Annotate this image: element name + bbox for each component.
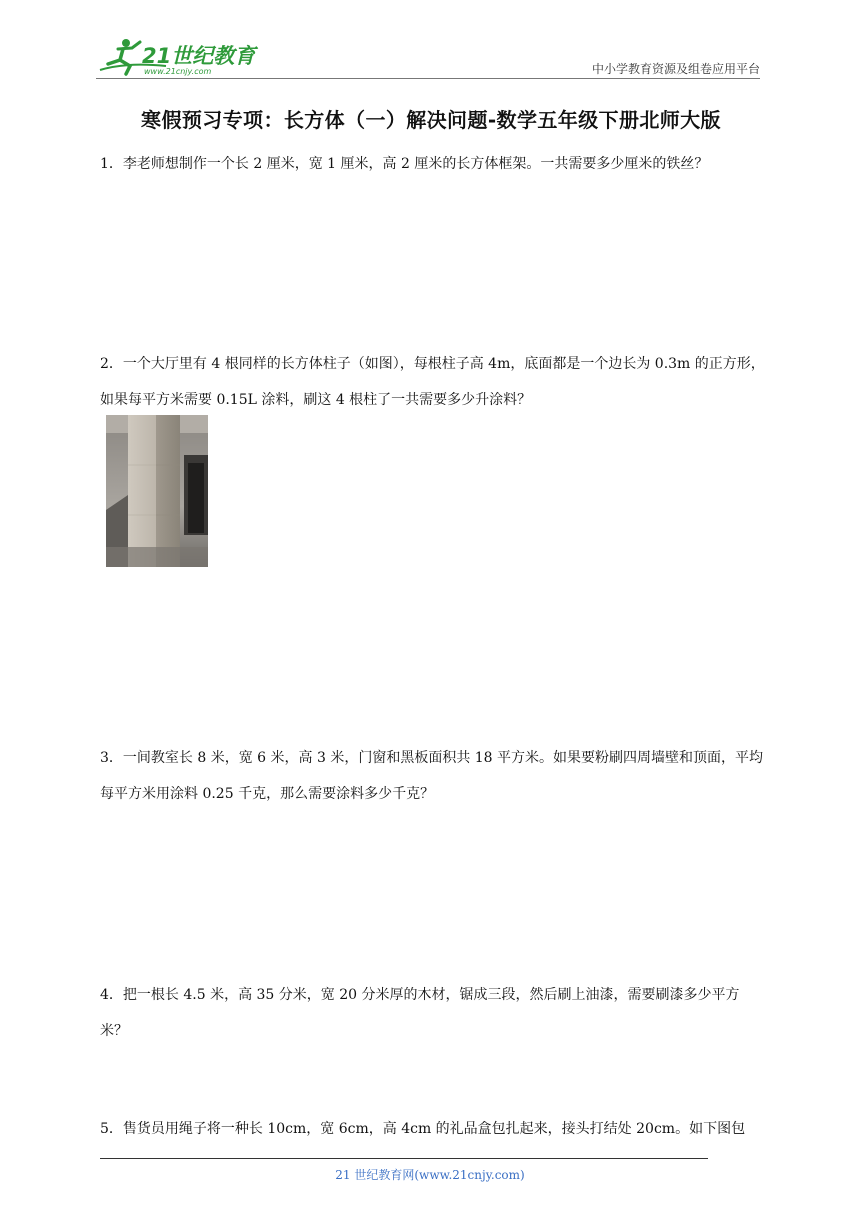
runner-logo-icon <box>96 36 266 80</box>
question-3: 3．一间教室长 8 米，宽 6 米，高 3 米，门窗和黑板面积共 18 平方米。如果要粉刷四周墙壁和顶面，平均每平方米用涂料 0.25 千克，那么需要涂料多少千克？ <box>100 750 764 802</box>
svg-text:www.21cnjy.com: www.21cnjy.com <box>144 67 212 76</box>
header-divider <box>96 78 760 79</box>
header-platform-text: 中小学教育资源及组卷应用平台 <box>591 62 760 76</box>
footer-link[interactable]: 21 世纪教育网(www.21cnjy.com) <box>335 1168 525 1182</box>
page-title: 寒假预习专项：长方体（一）解决问题-数学五年级下册北师大版 <box>141 108 721 132</box>
pillar-photo <box>106 415 208 567</box>
svg-text:21世纪教育: 21世纪教育 <box>142 44 256 68</box>
site-logo <box>96 36 266 80</box>
question-1: 1．李老师想制作一个长 2 厘米，宽 1 厘米，高 2 厘米的长方体框架。一共需要多少厘米的铁丝？ <box>100 156 709 172</box>
footer-divider <box>100 1158 708 1159</box>
question-5: 5．售货员用绳子将一种长 10cm，宽 6cm，高 4cm 的礼品盒包扎起来，接头打结处 20cm。如下图包 <box>100 1121 746 1137</box>
question-2: 2．一个大厅里有 4 根同样的长方体柱子（如图），每根柱子高 4m，底面都是一个边长为 0.3m 的正方形，如果每平方米需要 0.15L 涂料，刷这 4 根柱了一共需要多少升涂料？ <box>100 356 765 408</box>
question-4: 4．把一根长 4.5 米，高 35 分米，宽 20 分米厚的木材，锯成三段，然后刷上油漆，需要刷漆多少平方米？ <box>100 987 740 1039</box>
